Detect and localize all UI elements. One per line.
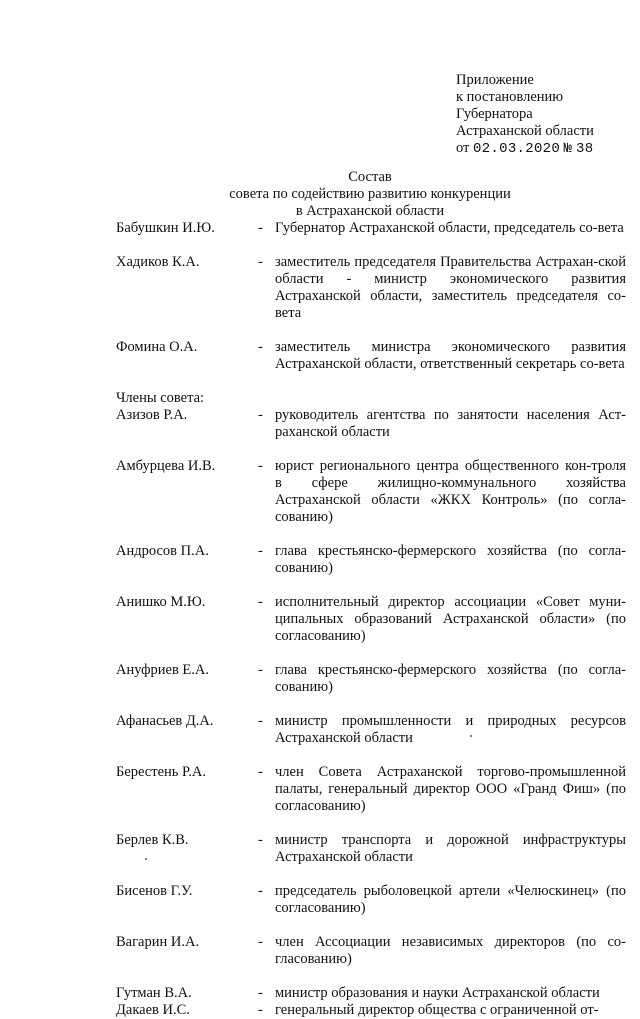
roster-row [116, 543, 626, 577]
roster-row [116, 458, 626, 526]
member-role: председатель рыболовецкой артели «Челюскинец» (по согласованию) [275, 883, 626, 916]
member-role: глава крестьянско-фермерского хозяйства (по согла-сованию) [275, 543, 626, 576]
heading-region: в Астраханской области [295, 203, 445, 219]
document-heading [0, 169, 640, 220]
dash: - [258, 458, 263, 474]
roster-row [116, 764, 626, 815]
scan-speck [470, 735, 472, 737]
roster-row [116, 985, 626, 1002]
member-name: Дакаев И.С. [116, 1002, 190, 1018]
roster-row [116, 713, 626, 747]
member-role: юрист регионального центра общественного кон-троля в сфере жилищно-коммунального хозяйства Астраханской области «ЖКХ Контроль» (по согла-сованию) [275, 458, 626, 525]
member-role: Губернатор Астраханской области, председатель со-вета [275, 220, 624, 236]
appendix-line: Губернатора [456, 106, 533, 122]
dash: - [258, 662, 263, 678]
dash: - [258, 713, 263, 729]
appendix-line: Астраханской области [456, 123, 594, 139]
council-roster [116, 220, 626, 1019]
member-name: Афанасьев Д.А. [116, 713, 214, 729]
member-role: министр промышленности и природных ресурсов Астраханской области [275, 713, 626, 746]
roster-row [116, 594, 626, 645]
member-name: Фомина О.А. [116, 339, 198, 355]
member-role: член Ассоциации независимых директоров (по со-гласованию) [275, 934, 626, 967]
roster-row [116, 883, 626, 917]
decree-number: 38 [576, 141, 594, 157]
roster-row [116, 832, 626, 866]
member-name: Андросов П.А. [116, 543, 209, 559]
dash: - [258, 832, 263, 848]
dash: - [258, 543, 263, 559]
appendix-line: Приложение [456, 72, 534, 88]
dash: - [258, 594, 263, 610]
member-role: член Совета Астраханской торгово-промышленной палаты, генеральный директор ООО «Гранд Фиш» (по согласованию) [275, 764, 626, 814]
member-name: Берлев К.В. [116, 832, 189, 848]
dash: - [258, 407, 263, 423]
member-name: Ануфриев Е.А. [116, 662, 210, 678]
member-name: Бисенов Г.У. [116, 883, 193, 899]
member-role: заместитель председателя Правительства Астрахан-ской области - министр экономического развития Астраханской области, заместитель председателя со-вета [275, 254, 626, 321]
roster-row [116, 254, 626, 322]
heading-subtitle: совета по содействию развитию конкуренции [229, 186, 511, 202]
member-name: Гутман В.А. [116, 985, 192, 1001]
dash: - [258, 339, 263, 355]
dash: - [258, 764, 263, 780]
member-role: исполнительный директор ассоциации «Совет муни-ципальных образований Астраханской области» (по согласованию) [275, 594, 626, 644]
member-name: Азизов Р.А. [116, 407, 188, 423]
roster-row [116, 220, 626, 237]
member-role: заместитель министра экономического развития Астраханской области, ответственный секретарь со-вета [275, 339, 626, 372]
dash: - [258, 220, 263, 236]
member-role: руководитель агентства по занятости населения Аст-раханской области [275, 407, 626, 440]
roster-row [116, 407, 626, 441]
member-role: министр образования и науки Астраханской области [275, 985, 600, 1001]
member-role: министр транспорта и дорожной инфраструктуры Астраханской области [275, 832, 626, 865]
member-name: Хадиков К.А. [116, 254, 200, 270]
dash: - [258, 1002, 263, 1018]
dash: - [258, 883, 263, 899]
roster-row [116, 339, 626, 373]
dash: - [258, 254, 263, 270]
members-label: Члены совета: [116, 390, 205, 406]
appendix-line: к постановлению [456, 89, 564, 105]
roster-row [116, 934, 626, 968]
scan-speck [145, 858, 147, 860]
appendix-header [456, 72, 636, 158]
member-role: генеральный директор общества с ограниченной от- [275, 1002, 599, 1018]
member-name: Вагарин И.А. [116, 934, 200, 950]
from-label: от [456, 140, 470, 156]
roster-row [116, 1002, 626, 1019]
roster-row [116, 662, 626, 696]
member-name: Бабушкин И.Ю. [116, 220, 215, 236]
member-role: глава крестьянско-фермерского хозяйства (по согла-сованию) [275, 662, 626, 695]
number-sign: № [563, 141, 573, 157]
member-name: Амбурцева И.В. [116, 458, 216, 474]
dash: - [258, 934, 263, 950]
member-name: Берестень Р.А. [116, 764, 206, 780]
dash: - [258, 985, 263, 1001]
decree-date: 02.03.2020 [473, 141, 561, 157]
heading-title: Состав [348, 169, 392, 185]
member-name: Анишко М.Ю. [116, 594, 206, 610]
appendix-date-line [456, 140, 636, 158]
